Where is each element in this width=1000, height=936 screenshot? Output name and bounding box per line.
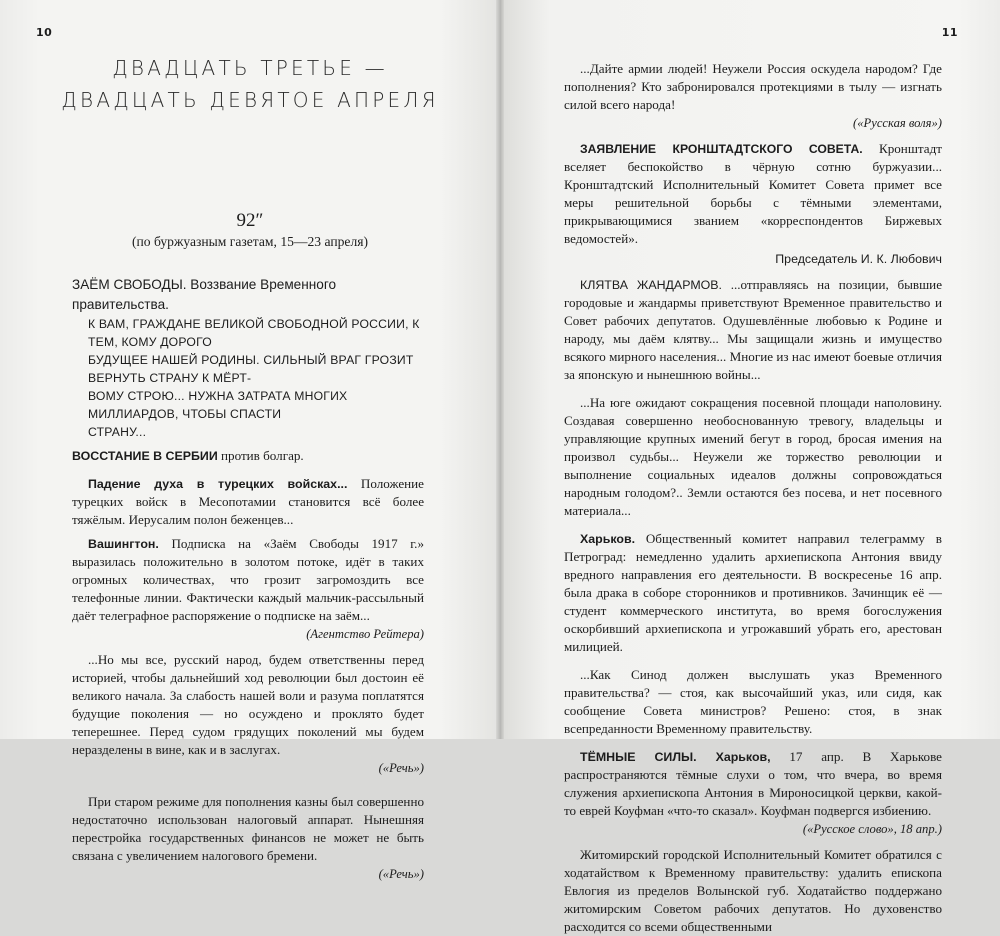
right-page-body: [564, 60, 942, 936]
page-number-left: 10: [36, 26, 53, 39]
kronstadt-text: Кронштадт вселяет беспокойство в чёрную сотню буржуазии... Кронштадтский Исполнительный Комитет Совета примет все меры решительной борьбы с тёмными элементами, прикрывающимися званием «корреспондентов Биржевых ведомостей».: [564, 141, 942, 246]
kronstadt-paragraph: [564, 140, 942, 248]
dark-forces-lead: ТЁМНЫЕ СИЛЫ. Харьков,: [580, 750, 771, 764]
washington-source: (Агентство Рейтера): [306, 627, 424, 641]
loan-heading: ЗАЁМ СВОБОДЫ. Воззвание Временного правительства.: [72, 277, 337, 312]
left-page: [0, 0, 500, 881]
history-source: («Речь»): [378, 761, 424, 775]
south-paragraph: ...На юге ожидают сокращения посевной площади наполовину. Создавая совершенно необоснованную тревогу, владельцы и управляющие крупных имений бегут в город, бросая имения на произвол судьбы... Неужели же торжество революции и выполнение социальных идеалов должны сопровождаться народным голодом?.. Земли остаются без посева, и нет посевного материала...: [564, 395, 942, 518]
kronstadt-lead: ЗАЯВЛЕНИЕ КРОНШТАДТСКОГО СОВЕТА.: [580, 142, 863, 156]
turkey-lead: Падение духа в турецких войсках...: [88, 477, 348, 491]
loan-appeal: [72, 315, 424, 441]
chapter-title-line1: ДВАДЦАТЬ ТРЕТЬЕ —: [112, 56, 388, 80]
gendarmes-paragraph: [564, 276, 942, 384]
section-subtitle: (по буржуазным газетам, 15—23 апреля): [131, 234, 369, 249]
dark-forces-source: («Русское слово», 18 апр.): [802, 822, 942, 836]
left-page-body: [72, 275, 424, 883]
page-number-right: 11: [941, 26, 958, 39]
loan-line: БУДУЩЕЕ НАШЕЙ РОДИНЫ. СИЛЬНЫЙ ВРАГ ГРОЗИТ ВЕРНУТЬ СТРАНУ К МЁРТ-: [88, 353, 414, 385]
section-number: 92″: [236, 210, 264, 231]
turkey-text: Положение турецких войск в Месопотамии становится всё более тяжёлым. Иерусалим полон беженцев...: [72, 476, 424, 527]
loan-line: СТРАНУ...: [88, 425, 147, 439]
army-paragraph: ...Дайте армии людей! Неужели Россия оскудела народом? Где пополнения? Кто забронировался протекциями в тылу — изгнать силой всего народа!: [564, 61, 942, 112]
serbia-lead: ВОССТАНИЕ В СЕРБИИ: [72, 449, 218, 463]
washington-text: Подписка на «Заём Свободы 1917 г.» выразилась положительно в золотом потоке, идёт в таких огромных количествах, что грозит загромоздить все телефонные линии. Фактически каждый мальчик-рассыльный даёт телеграфное распоряжение о подписке на заём...: [72, 536, 424, 623]
turkey-paragraph: [72, 475, 424, 529]
dark-forces-text: 17 апр. В Харькове распространяются тёмные слухи о том, что вчера, во время служения архиепископа Антония в Мироносицкой церкви, какой-то еврей Коуфман «что-то сказал». Коуфман подвергся избиению.: [564, 749, 942, 818]
chapter-title-line2: ДВАДЦАТЬ ДЕВЯТОЕ АПРЕЛЯ: [61, 88, 439, 112]
history-paragraph: ...Но мы все, русский народ, будем ответственны перед историей, чтобы дальнейший ход революции был достоин её великого начала. За слабость нашей воли и разума поплатятся будущие поколения — но осуждено и проклято будет теперешнее. Перед судом грядущих поколений мы будем неразделены в вине, как и в заслугах.: [72, 652, 424, 757]
washington-paragraph: [72, 535, 424, 625]
regime-paragraph: При старом режиме для пополнения казны был совершенно недостаточно использован налоговый аппарат. Нынешняя перестройка государственных финансов не может не быть связана с увеличением налогового бремени.: [72, 794, 424, 863]
loan-line: ВОМУ СТРОЮ... НУЖНА ЗАТРАТА МНОГИХ МИЛЛИАРДОВ, ЧТОБЫ СПАСТИ: [88, 389, 348, 421]
serbia-text: против болгар.: [217, 448, 304, 463]
loan-line: К ВАМ, ГРАЖДАНЕ ВЕЛИКОЙ СВОБОДНОЙ РОССИИ, К ТЕМ, КОМУ ДОРОГО: [88, 317, 420, 349]
kharkov-text: Общественный комитет направил телеграмму в Петроград: немедленно удалить архиепископа Антония ввиду вредного направления его деятельности. В воскресенье 16 апр. была драка в соборе сторонников и противников. Зачинщик её — студент коммерческого института, во время богослужения оскорбивший архиепископа и угрожавший убрать его, арестован милицией.: [564, 531, 942, 654]
zhitomir-paragraph: Житомирский городской Исполнительный Комитет обратился с ходатайством к Временному правительству: удалить епископа Евлогия из пределов Волынской губ. Ходатайство поддержано житомирским Советом рабочих депутатов. Но духовенство расходится со всеми общественными: [564, 847, 942, 934]
army-source: («Русская воля»): [853, 116, 942, 130]
kronstadt-signature: Председатель И. К. Любович: [775, 252, 942, 266]
synod-paragraph: ...Как Синод должен выслушать указ Временного правительства? — стоя, как высочайший указ, или сидя, как сообщение Совета министров? Решено: стоя, в знак всепреданности Временному правительству.: [564, 667, 942, 736]
kharkov-lead: Харьков.: [580, 532, 636, 546]
serbia-paragraph: [72, 447, 424, 465]
regime-source: («Речь»): [378, 867, 424, 881]
washington-lead: Вашингтон.: [88, 537, 159, 551]
gendarmes-lead: КЛЯТВА ЖАНДАРМОВ.: [580, 278, 722, 292]
dark-forces-paragraph: [564, 748, 942, 820]
kharkov-paragraph: [564, 530, 942, 656]
gendarmes-text: ...отправляясь на позиции, бывшие городовые и жандармы приветствуют Временное правительство и Совет рабочих депутатов. Одушевлённые любовью к Родине и народу, мы даём клятву... Мы защищали жизнь и имущество всякого мирного населения... Многие из нас имеют боевые отличия за японскую и нынешнюю войны...: [564, 277, 943, 382]
book-gutter: [496, 0, 504, 739]
